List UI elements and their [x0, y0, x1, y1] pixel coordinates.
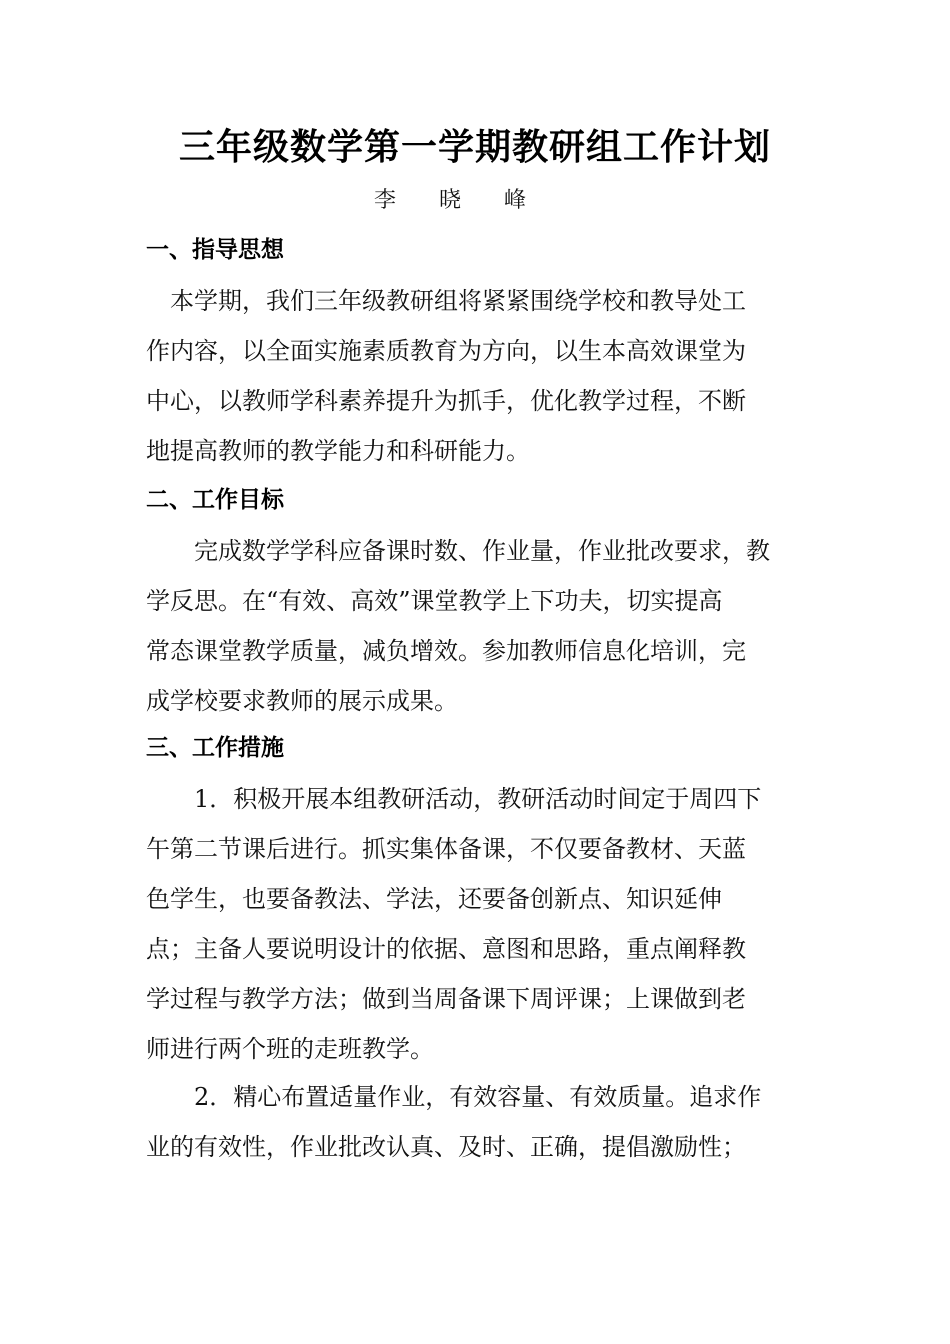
- section-1-paragraph-1: [146, 276, 806, 476]
- paragraph-line: 学过程与教学方法；做到当周备课下周评课；上课做到老: [146, 985, 746, 1013]
- paragraph-line: 本学期，我们三年级教研组将紧紧围绕学校和教导处工: [146, 287, 746, 315]
- section-3-paragraph-2: [146, 1072, 806, 1172]
- paragraph-line: 业的有效性，作业批改认真、及时、正确，提倡激励性；: [146, 1133, 746, 1161]
- section-2-paragraph-1: [146, 526, 806, 726]
- paragraph-line: 地提高教师的教学能力和科研能力。: [146, 437, 530, 465]
- paragraph-line: 午第二节课后进行。抓实集体备课，不仅要备教材、天蓝: [146, 835, 746, 863]
- paragraph-line: 成学校要求教师的展示成果。: [146, 687, 458, 715]
- document-title: 三年级数学第一学期教研组工作计划: [178, 126, 771, 168]
- paragraph-line: 点；主备人要说明设计的依据、意图和思路，重点阐释教: [146, 935, 746, 963]
- paragraph-line: 色学生，也要备教法、学法，还要备创新点、知识延伸: [146, 885, 722, 913]
- paragraph-line: 2．精心布置适量作业，有效容量、有效质量。追求作: [146, 1083, 762, 1111]
- paragraph-line: 学反思。在“有效、高效”课堂教学上下功夫，切实提高: [146, 587, 723, 615]
- section-heading-3: 三、工作措施: [146, 735, 284, 761]
- document-author: 李 晓 峰: [374, 188, 544, 213]
- section-heading-2: 二、工作目标: [146, 487, 284, 513]
- section-heading-1: 一、指导思想: [146, 237, 284, 263]
- paragraph-line: 中心，以教师学科素养提升为抓手，优化教学过程，不断: [146, 387, 746, 415]
- paragraph-line: 1．积极开展本组教研活动，教研活动时间定于周四下: [146, 785, 762, 813]
- paragraph-line: 完成数学学科应备课时数、作业量，作业批改要求，教: [146, 537, 770, 565]
- section-3-paragraph-1: [146, 774, 806, 1074]
- paragraph-line: 作内容，以全面实施素质教育为方向，以生本高效课堂为: [146, 337, 746, 365]
- paragraph-line: 常态课堂教学质量，减负增效。参加教师信息化培训，完: [146, 637, 746, 665]
- paragraph-line: 师进行两个班的走班教学。: [146, 1035, 434, 1063]
